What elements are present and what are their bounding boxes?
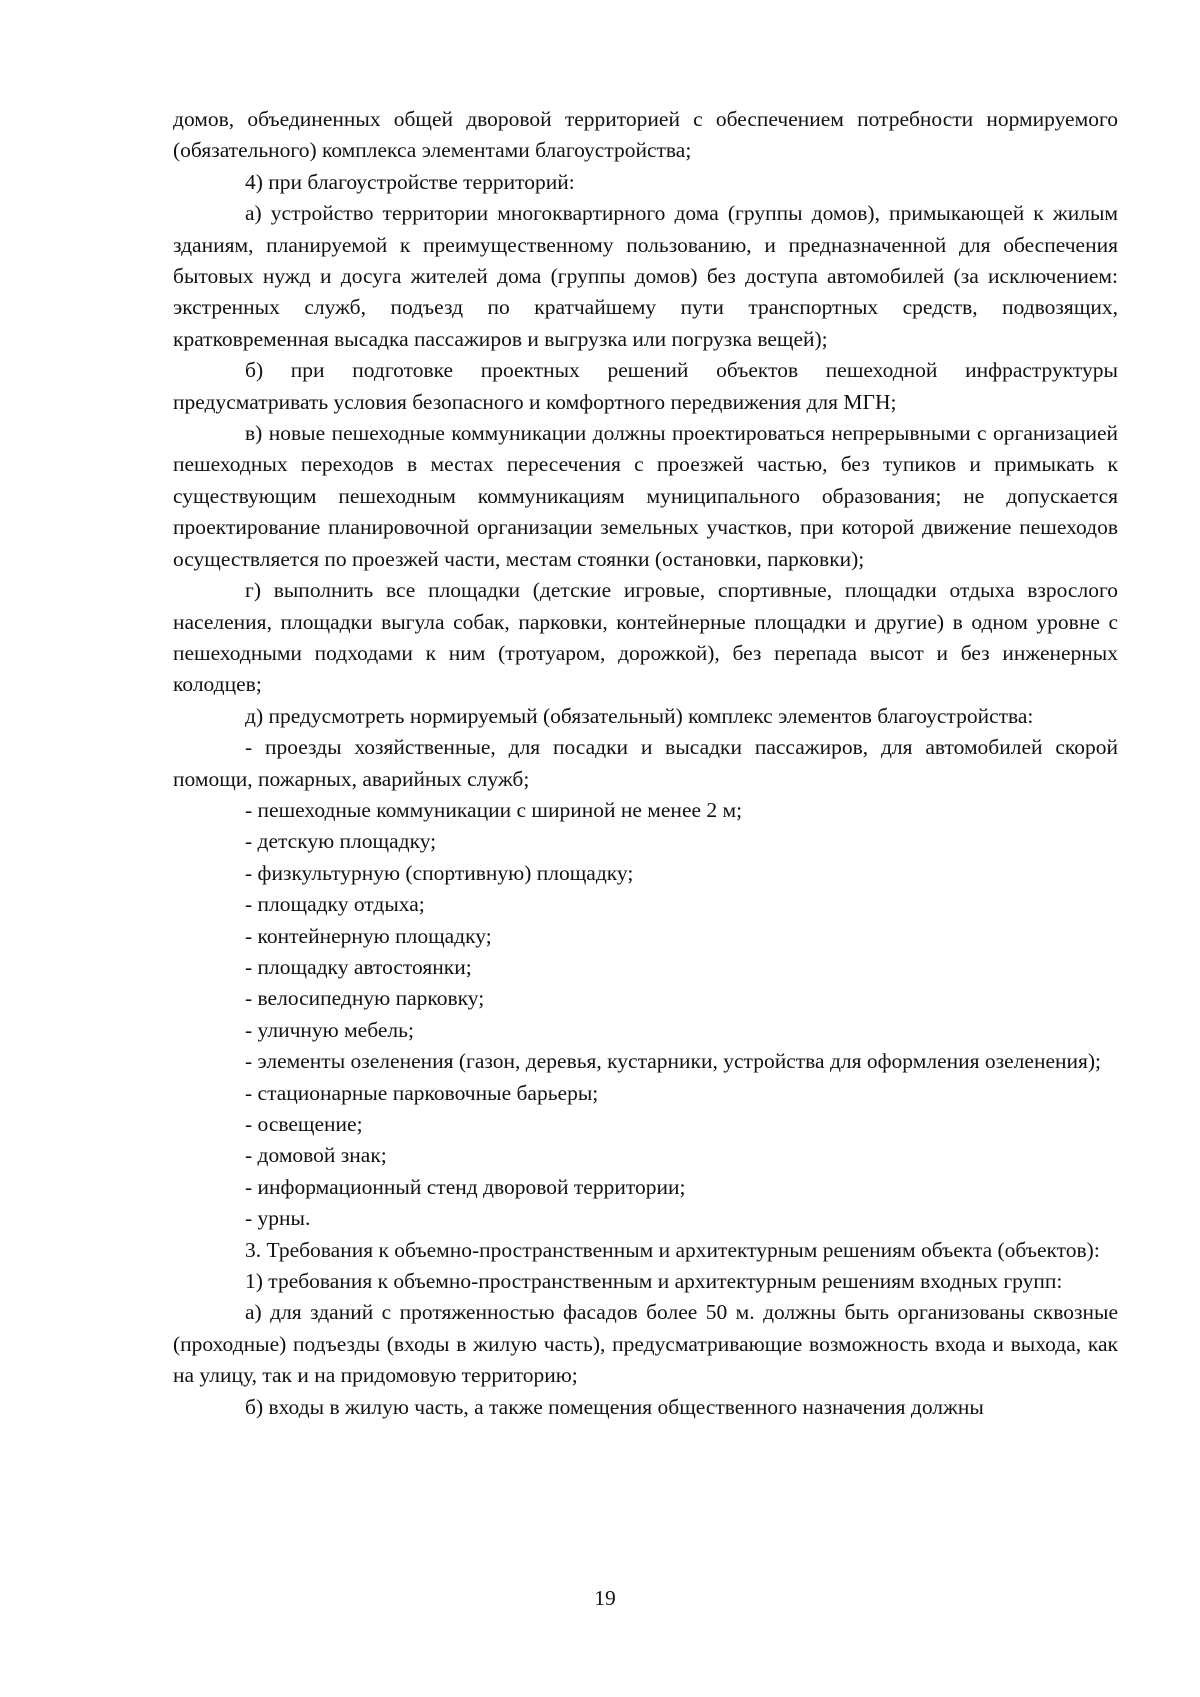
list-item: - урны.	[245, 1206, 311, 1231]
list-item: - площадку автостоянки;	[245, 954, 472, 979]
paragraph: 4) при благоустройстве территорий:	[245, 169, 575, 194]
list-item: - велосипедную парковку;	[245, 986, 485, 1011]
list-item: - пешеходные коммуникации с шириной не менее 2 м;	[245, 797, 743, 822]
list-item: - информационный стенд дворовой территории;	[245, 1174, 686, 1199]
list-item: - детскую площадку;	[245, 829, 437, 854]
list-item: - площадку отдыха;	[245, 892, 425, 917]
list-item: - стационарные парковочные барьеры;	[245, 1080, 599, 1105]
paragraph: - элементы озеленения (газон, деревья, кустарники, устройства для оформления озеленения);	[245, 1049, 1102, 1074]
paragraph: г) выполнить все площадки (детские игровые, спортивные, площадки отдыха взрослого населения, площадки выгула собак, парковки, контейнерные площадки и другие) в одном уровне с пешеходными подходами к ним (тротуаром, дорожкой), без перепада высот и без инженерных колодцев;	[173, 578, 1118, 697]
list-item: - домовой знак;	[245, 1143, 387, 1168]
list-item: - физкультурную (спортивную) площадку;	[245, 860, 634, 885]
paragraph: б) входы в жилую часть, а также помещения общественного назначения должны	[245, 1394, 984, 1419]
list-item: - освещение;	[245, 1112, 363, 1136]
paragraph: д) предусмотреть нормируемый (обязательный) комплекс элементов благоустройства:	[245, 703, 1034, 728]
list-item: - уличную мебель;	[245, 1017, 414, 1042]
page-number: 19	[594, 1586, 616, 1610]
list-item: - контейнерную площадку;	[245, 923, 492, 948]
paragraph: б) при подготовке проектных решений объектов пешеходной инфраструктуры предусматривать условия безопасного и комфортного передвижения для МГН;	[173, 358, 1118, 414]
paragraph: 1) требования к объемно-пространственным и архитектурным решениям входных групп:	[245, 1269, 1063, 1294]
paragraph: а) для зданий с протяженностью фасадов более 50 м. должны быть организованы сквозные (проходные) подъезды (входы в жилую часть), предусматривающие возможность входа и выхода, как на улицу, так и на придомовую территорию;	[173, 1300, 1118, 1388]
paragraph: в) новые пешеходные коммуникации должны проектироваться непрерывными с организацией пешеходных переходов в местах пересечения с проезжей частью, без тупиков и примыкать к существующим пешеходным коммуникациям муниципального образования; не допускается проектирование планировочной организации земельных участков, при которой движение пешеходов осуществляется по проезжей части, местам стоянки (остановки, парковки);	[173, 421, 1118, 571]
paragraph: 3. Требования к объемно-пространственным и архитектурным решениям объекта (объектов):	[245, 1237, 1100, 1262]
document-page	[173, 104, 1118, 1423]
paragraph: а) устройство территории многоквартирного дома (группы домов), примыкающей к жилым зданиям, планируемой к преимущественному пользованию, и предназначенной для обеспечения бытовых нужд и досуга жителей дома (группы домов) без доступа автомобилей (за исключением: экстренных служб, подъезд по кратчайшему пути транспортных средств, подвозящих, кратковременная высадка пассажиров и выгрузка или погрузка вещей);	[173, 201, 1118, 351]
paragraph: домов, объединенных общей дворовой территорией с обеспечением потребности нормируемого (обязательного) комплекса элементами благоустройства;	[173, 107, 1118, 163]
paragraph: - проезды хозяйственные, для посадки и высадки пассажиров, для автомобилей скорой помощи, пожарных, аварийных служб;	[173, 735, 1118, 791]
